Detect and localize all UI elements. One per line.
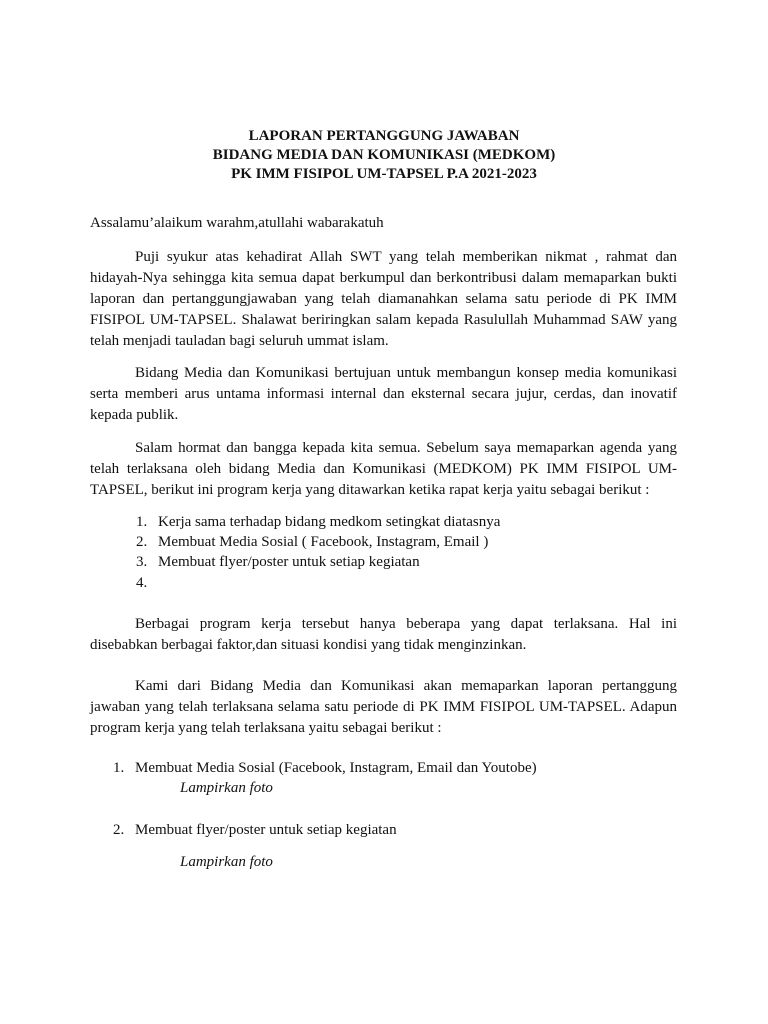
list-number: 2. (113, 822, 125, 838)
list-item (136, 512, 500, 532)
list-item (136, 552, 420, 572)
list-item (113, 758, 537, 778)
title-line-2: BIDANG MEDIA DAN KOMUNIKASI (MEDKOM) (212, 147, 556, 163)
paragraph-constraints: Berbagai program kerja tersebut hanya beberapa yang dapat terlaksana. Hal ini disebabkan berbagai faktor,dan situasi kondisi yang tidak menginzinkan. (90, 616, 677, 653)
paragraph-intro-programs: Salam hormat dan bangga kepada kita semua. Sebelum saya memaparkan agenda yang telah terlaksana oleh bidang Media dan Komunikasi (MEDKOM) PK IMM FISIPOL UM-TAPSEL, berikut ini program kerja yang ditawarkan ketika rapat kerja yaitu sebagai berikut : (90, 440, 677, 498)
list-item (113, 820, 397, 840)
list-item (136, 573, 158, 593)
list-item (136, 532, 488, 552)
list-text: Membuat flyer/poster untuk setiap kegiatan (135, 822, 397, 838)
title-line-1: LAPORAN PERTANGGUNG JAWABAN (248, 128, 520, 144)
list-number: 1. (136, 514, 148, 530)
list-text: Kerja sama terhadap bidang medkom setingkat diatasnya (158, 514, 501, 530)
list-text: Membuat Media Sosial (Facebook, Instagram, Email dan Youtobe) (135, 760, 537, 776)
paragraph-opening: Puji syukur atas kehadirat Allah SWT yang telah memberikan nikmat , rahmat dan hidayah-Nya sehingga kita semua dapat berkumpul dan berkontribusi dalam memaparkan bukti laporan dan pertanggungjawaban yang telah diamanahkan selama satu periode di PK IMM FISIPOL UM-TAPSEL. Shalawat beriringkan salam kepada Rasulullah Muhammad SAW yang telah menjadi tauladan bagi seluruh ummat islam. (90, 249, 677, 349)
title-line-3: PK IMM FISIPOL UM-TAPSEL P.A 2021-2023 (231, 166, 537, 182)
list-text: Membuat flyer/poster untuk setiap kegiatan (158, 554, 420, 570)
greeting: Assalamu’alaikum warahm,atullahi wabarakatuh (90, 215, 384, 231)
list-number: 2. (136, 534, 148, 550)
list-number: 3. (136, 554, 148, 570)
paragraph-purpose: Bidang Media dan Komunikasi bertujuan untuk membangun konsep media komunikasi serta memberi arus untama informasi internal dan eksternal secara jujur, cerdas, dan inovatif kepada publik. (90, 365, 677, 423)
list-number: 1. (113, 760, 125, 776)
list-number: 4. (136, 575, 148, 591)
paragraph-report-intro: Kami dari Bidang Media dan Komunikasi akan memaparkan laporan pertanggung jawaban yang telah terlaksana selama satu periode di PK IMM FISIPOL UM-TAPSEL. Adapun program kerja yang telah terlaksana yaitu sebagai berikut : (90, 678, 677, 736)
list-text: Membuat Media Sosial ( Facebook, Instagram, Email ) (158, 534, 489, 550)
document-title (0, 127, 768, 184)
attachment-note: Lampirkan foto (180, 854, 273, 870)
attachment-note: Lampirkan foto (180, 780, 273, 796)
